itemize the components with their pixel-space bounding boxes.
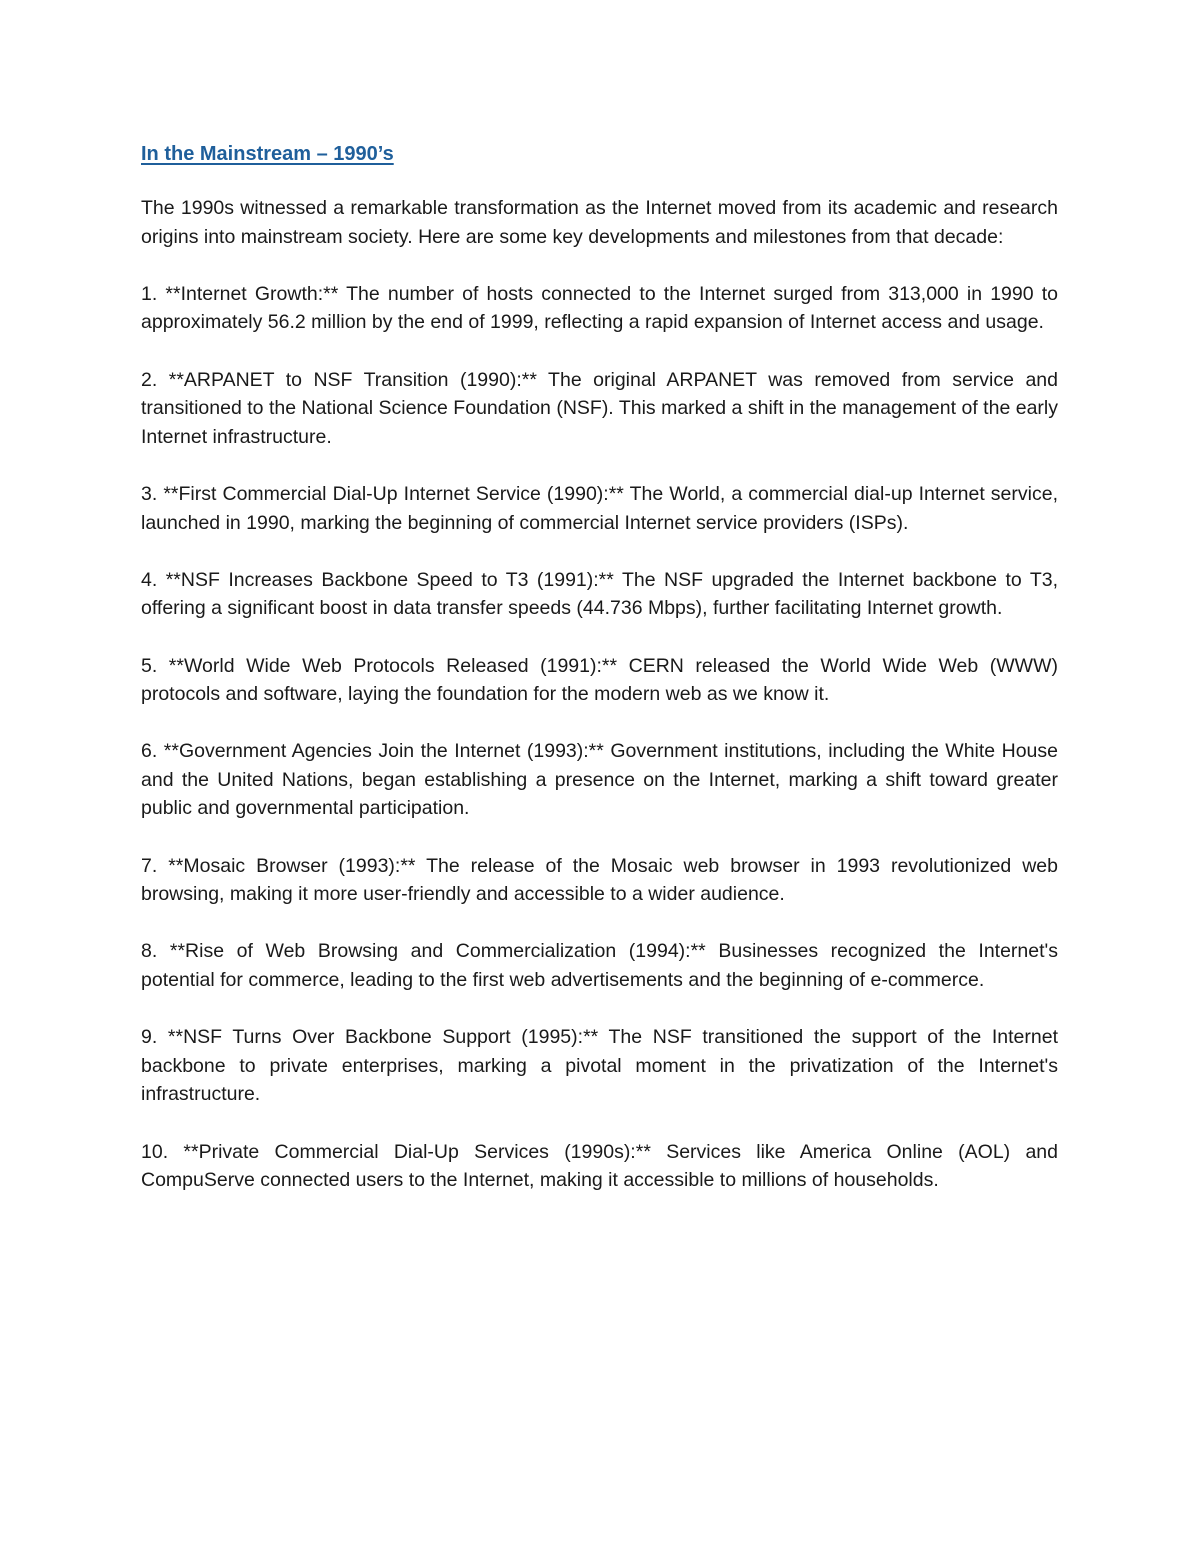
list-item: 5. **World Wide Web Protocols Released (1991):** CERN released the World Wide Web (WWW) protocols and software, laying the foundation for the modern web as we know it. (141, 654, 1058, 706)
list-item: 1. **Internet Growth:** The number of hosts connected to the Internet surged from 313,000 in 1990 to approximately 56.2 million by the end of 1999, reflecting a rapid expansion of Internet access and usage. (141, 282, 1058, 334)
document-page (141, 140, 1058, 1223)
list-item: 7. **Mosaic Browser (1993):** The release of the Mosaic web browser in 1993 revolutionized web browsing, making it more user-friendly and accessible to a wider audience. (141, 854, 1058, 906)
list-item: 3. **First Commercial Dial-Up Internet Service (1990):** The World, a commercial dial-up Internet service, launched in 1990, marking the beginning of commercial Internet service providers (ISPs). (141, 482, 1058, 534)
list-item: 2. **ARPANET to NSF Transition (1990):** The original ARPANET was removed from service and transitioned to the National Science Foundation (NSF). This marked a shift in the management of the early Internet infrastructure. (141, 368, 1058, 448)
list-item: 9. **NSF Turns Over Backbone Support (1995):** The NSF transitioned the support of the Internet backbone to private enterprises, marking a pivotal moment in the privatization of the Internet's infrastructure. (141, 1026, 1058, 1106)
list-item: 4. **NSF Increases Backbone Speed to T3 (1991):** The NSF upgraded the Internet backbone to T3, offering a significant boost in data transfer speeds (44.736 Mbps), further facilitating Internet growth. (141, 568, 1058, 620)
list-item: 10. **Private Commercial Dial-Up Services (1990s):** Services like America Online (AOL) and CompuServe connected users to the Internet, making it accessible to millions of households. (141, 1140, 1058, 1192)
page-title: In the Mainstream – 1990’s (141, 143, 394, 165)
list-item: 8. **Rise of Web Browsing and Commercialization (1994):** Businesses recognized the Internet's potential for commerce, leading to the first web advertisements and the beginning of e-commerce. (141, 940, 1058, 992)
list-item: 6. **Government Agencies Join the Internet (1993):** Government institutions, including the White House and the United Nations, began establishing a presence on the Internet, marking a shift toward greater public and governmental participation. (141, 740, 1058, 820)
intro-paragraph: The 1990s witnessed a remarkable transformation as the Internet moved from its academic and research origins into mainstream society. Here are some key developments and milestones from that decade: (141, 197, 1058, 248)
